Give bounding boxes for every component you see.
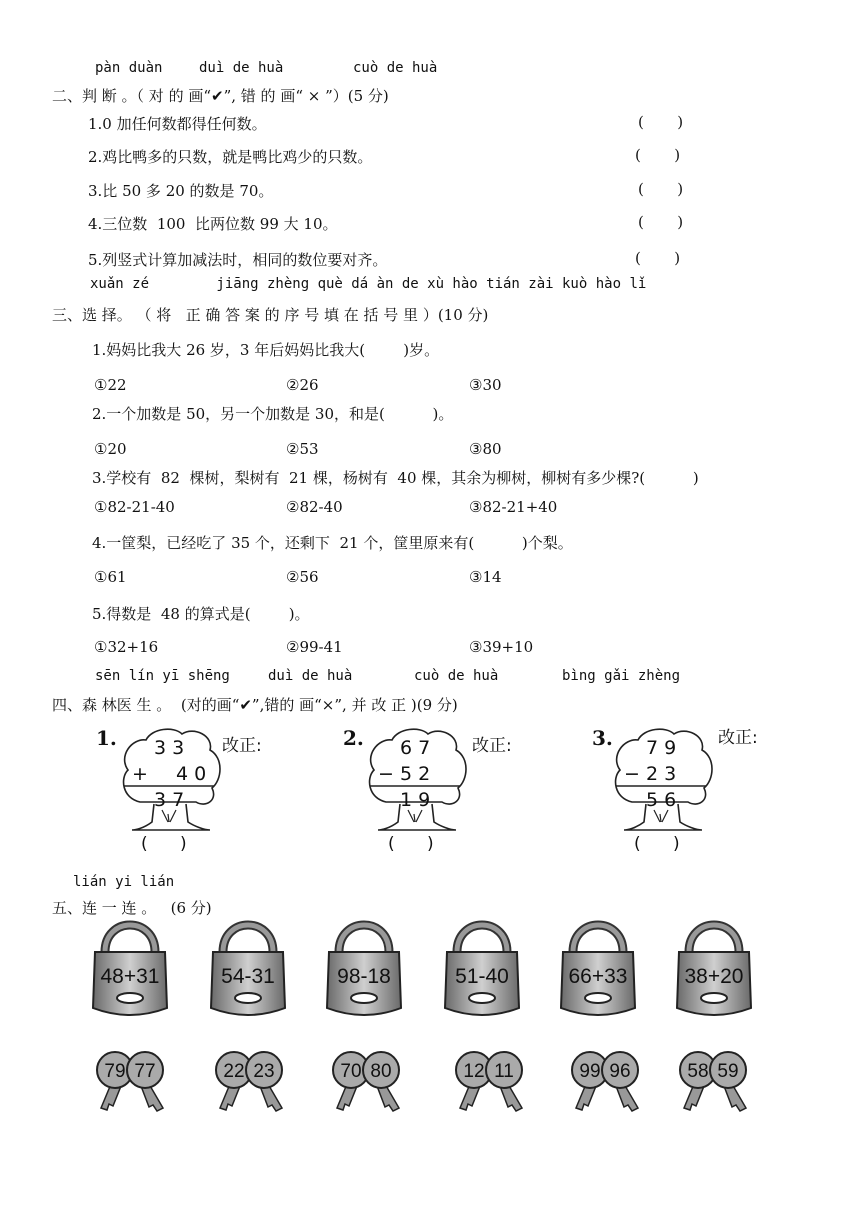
choice-option-3b[interactable]: ②82-40 <box>286 498 343 516</box>
tree-3-result: 5 6 <box>646 789 677 811</box>
choice-option-5a[interactable]: ①32+16 <box>94 638 159 656</box>
choice-option-1a[interactable]: ①22 <box>94 376 127 394</box>
section5-title: 五、连 一 连 。 (6 分) <box>52 899 212 917</box>
lock-6-expression: 38+20 <box>684 965 744 988</box>
section3-title: 三、选 择。 （ 将 正 确 答 案 的 序 号 填 在 括 号 里 ）(10 分) <box>52 306 489 324</box>
tree-2-answer[interactable]: ( ) <box>388 834 434 854</box>
key-pair-6[interactable] <box>680 1052 746 1111</box>
choice-option-4a[interactable]: ①61 <box>94 568 127 586</box>
choice-option-2a[interactable]: ①20 <box>94 440 127 458</box>
lock-3[interactable] <box>327 925 401 1015</box>
tree-3-op: − <box>624 763 640 785</box>
key-pair-4[interactable] <box>456 1052 522 1111</box>
choice-option-1c[interactable]: ③30 <box>469 376 502 394</box>
tree-1-bottom: 4 0 <box>176 763 207 785</box>
tree-3-top: 7 9 <box>646 737 677 759</box>
tree-3-number: 3. <box>592 726 613 750</box>
judge-item-4: 4.三位数 100 比两位数 99 大 10。 <box>88 215 338 233</box>
choice-option-2b[interactable]: ②53 <box>286 440 319 458</box>
key-pair-3[interactable] <box>333 1052 399 1111</box>
key-1-left: 79 <box>104 1061 126 1082</box>
key-4-left: 12 <box>463 1061 485 1082</box>
pinyin-cuo-de-hua-2: cuò de huà <box>414 668 499 684</box>
tree-3-answer[interactable]: ( ) <box>634 834 680 854</box>
choice-question-2: 2.一个加数是 50，另一个加数是 30，和是( )。 <box>92 405 454 423</box>
tree-1-op: + <box>132 763 148 785</box>
key-4-right: 11 <box>494 1061 514 1082</box>
tree-2-fix-label: 改正: <box>472 736 512 756</box>
choice-question-1: 1.妈妈比我大 26 岁，3 年后妈妈比我大( )岁。 <box>92 341 440 359</box>
tree-1-result: 3 7 <box>154 789 185 811</box>
judge-item-3: 3.比 50 多 20 的数是 70。 <box>88 182 274 200</box>
key-pair-1[interactable] <box>97 1052 163 1111</box>
tree-2-result: 1 9 <box>400 789 431 811</box>
lock-2-expression: 54-31 <box>221 965 275 988</box>
tree-1-fix-label: 改正: <box>222 736 262 756</box>
lock-1[interactable] <box>93 925 167 1015</box>
lock-3-expression: 98-18 <box>337 965 391 988</box>
section4-title: 四、森 林医 生 。 (对的画“✔”,错的 画“×”, 并 改 正 )(9 分) <box>52 696 458 714</box>
tree-3-bottom: 2 3 <box>646 763 677 785</box>
choice-option-2c[interactable]: ③80 <box>469 440 502 458</box>
pinyin-bing-gai-zheng: bìng gǎi zhèng <box>562 668 681 684</box>
lock-1-expression: 48+31 <box>100 965 160 988</box>
tree-2-op: − <box>378 763 394 785</box>
judge-answer-4[interactable]: ( ) <box>638 213 684 231</box>
judge-answer-5[interactable]: ( ) <box>635 249 681 267</box>
key-5-right: 96 <box>609 1061 631 1082</box>
key-3-left: 70 <box>340 1061 362 1082</box>
choice-option-3a[interactable]: ①82-21-40 <box>94 498 175 516</box>
judge-item-1: 1.0 加任何数都得任何数。 <box>88 115 267 133</box>
lock-6[interactable] <box>677 925 751 1015</box>
choice-question-5: 5.得数是 48 的算式是( )。 <box>92 605 310 623</box>
key-2-left: 22 <box>223 1061 245 1082</box>
tree-1-number: 1. <box>96 726 117 750</box>
tree-2-number: 2. <box>343 726 364 750</box>
choice-option-3c[interactable]: ③82-21+40 <box>469 498 558 516</box>
key-pair-5[interactable] <box>572 1052 638 1111</box>
lock-5-expression: 66+33 <box>568 965 628 988</box>
pinyin-lian-yi-lian: lián yi lián <box>73 874 175 890</box>
tree-1-answer[interactable]: ( ) <box>141 834 187 854</box>
tree-1-icon <box>118 726 224 836</box>
lock-4[interactable] <box>445 925 519 1015</box>
section2-title: 二、判 断 。（ 对 的 画“✔”, 错 的 画“ × ”）(5 分) <box>52 87 389 105</box>
choice-question-4: 4.一筐梨，已经吃了 35 个，还剩下 21 个，筐里原来有( )个梨。 <box>92 534 573 552</box>
locks-row <box>0 918 860 1028</box>
choice-option-4b[interactable]: ②56 <box>286 568 319 586</box>
pinyin-pan-duan: pàn duàn <box>95 60 163 76</box>
judge-answer-2[interactable]: ( ) <box>635 146 681 164</box>
lock-5[interactable] <box>561 925 635 1015</box>
tree-2-top: 6 7 <box>400 737 431 759</box>
lock-4-expression: 51-40 <box>455 965 509 988</box>
judge-item-2: 2.鸡比鸭多的只数，就是鸭比鸡少的只数。 <box>88 148 373 166</box>
choice-option-4c[interactable]: ③14 <box>469 568 502 586</box>
lock-2[interactable] <box>211 925 285 1015</box>
pinyin-cuo-de-hua: cuò de huà <box>353 60 438 76</box>
choice-option-5b[interactable]: ②99-41 <box>286 638 343 656</box>
key-3-right: 80 <box>370 1061 392 1082</box>
tree-3-fix-label: 改正: <box>718 728 758 748</box>
tree-1-top: 3 3 <box>154 737 185 759</box>
key-1-right: 77 <box>134 1061 156 1082</box>
tree-2-icon <box>364 726 470 836</box>
pinyin-sen-lin-yi-sheng: sēn lín yī shēng <box>95 668 230 684</box>
judge-item-5: 5.列竖式计算加减法时，相同的数位要对齐。 <box>88 251 388 269</box>
key-5-left: 99 <box>579 1061 601 1082</box>
key-6-left: 58 <box>687 1061 709 1082</box>
tree-3-icon <box>610 726 716 836</box>
choice-option-1b[interactable]: ②26 <box>286 376 319 394</box>
judge-answer-1[interactable]: ( ) <box>638 113 684 131</box>
key-6-right: 59 <box>717 1061 739 1082</box>
pinyin-section3: xuǎn zé jiāng zhèng què dá àn de xù hào tián zài kuò hào lǐ <box>90 276 647 292</box>
tree-2-bottom: 5 2 <box>400 763 431 785</box>
choice-question-3: 3.学校有 82 棵树，梨树有 21 棵，杨树有 40 棵，其余为柳树，柳树有多少棵?( ) <box>92 469 699 487</box>
judge-answer-3[interactable]: ( ) <box>638 180 684 198</box>
keys-row <box>0 1050 860 1120</box>
key-pair-2[interactable] <box>216 1052 282 1111</box>
pinyin-dui-de-hua-2: duì de huà <box>268 668 353 684</box>
key-2-right: 23 <box>253 1061 275 1082</box>
pinyin-dui-de-hua: duì de huà <box>199 60 284 76</box>
choice-option-5c[interactable]: ③39+10 <box>469 638 534 656</box>
